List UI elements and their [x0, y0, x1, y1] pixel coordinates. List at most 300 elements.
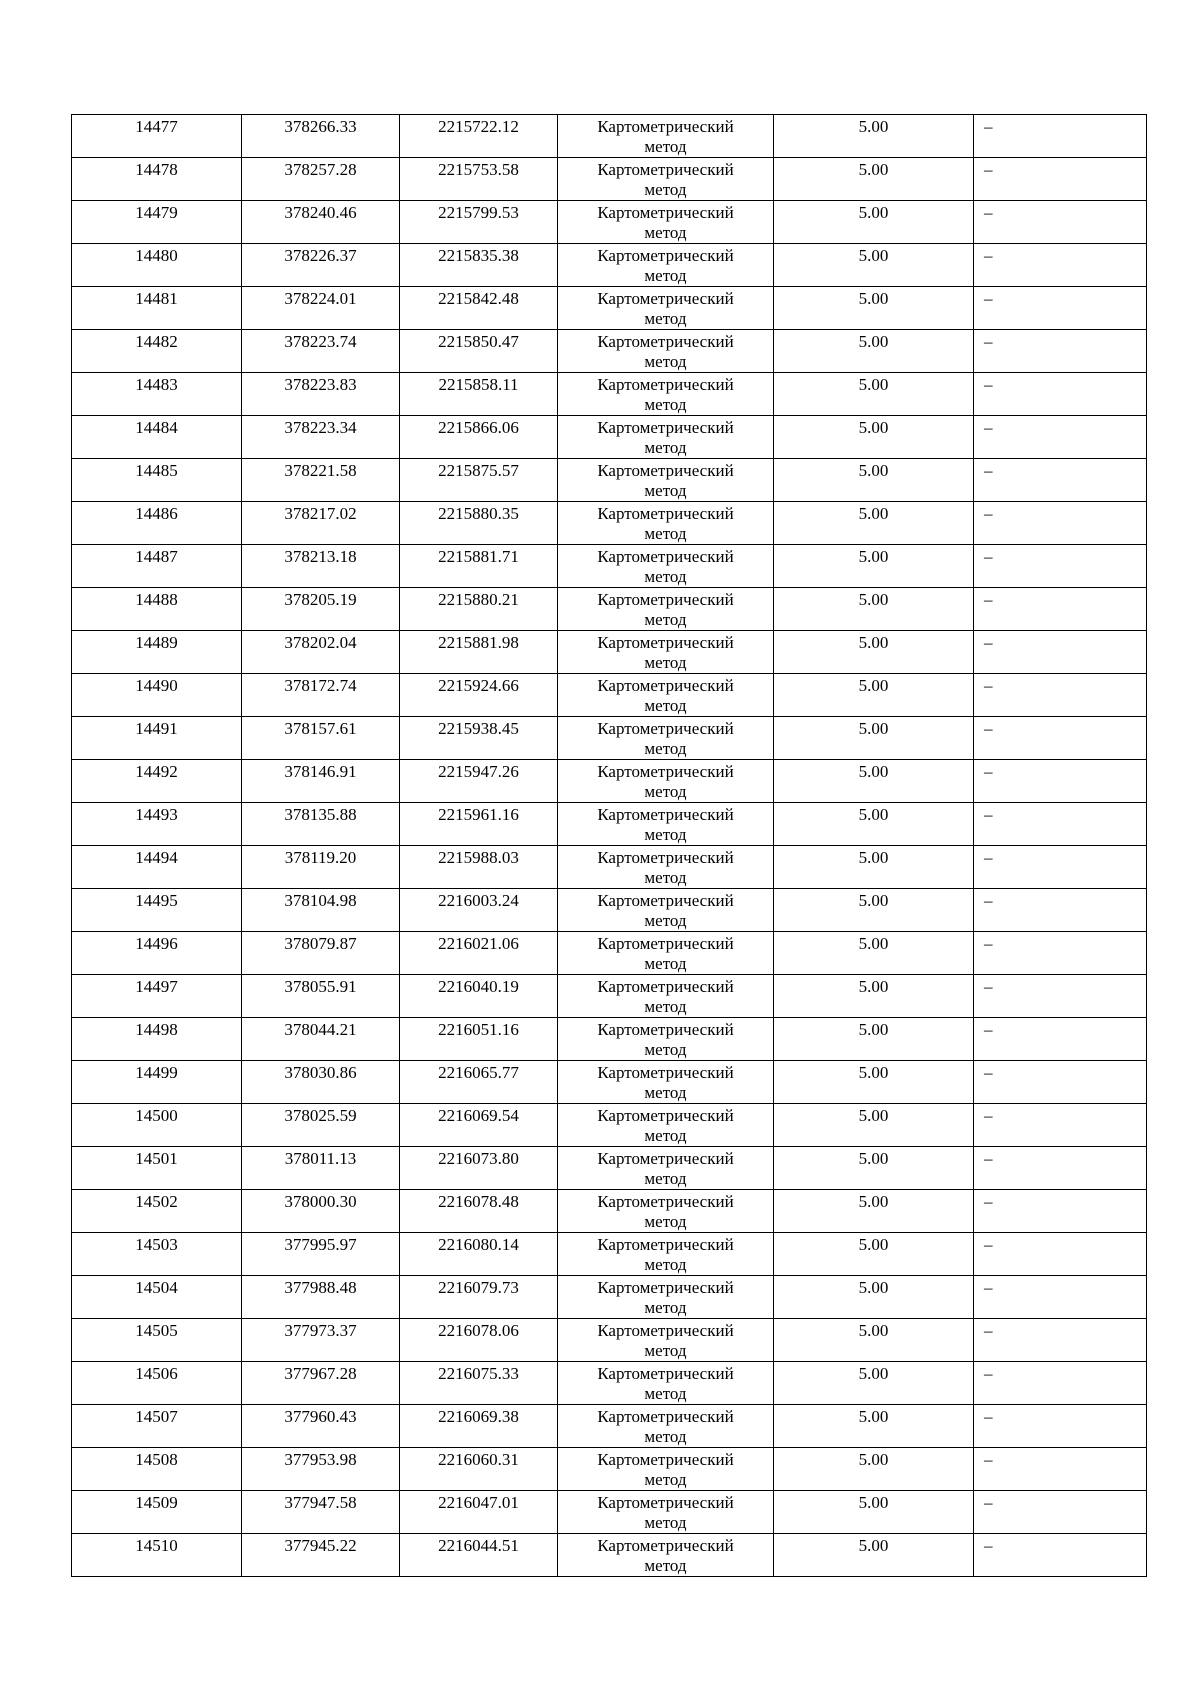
x-coordinate-cell: [242, 287, 400, 330]
note-cell-text: –: [984, 1493, 993, 1512]
accuracy-cell: [774, 1491, 974, 1534]
x-coordinate-cell: [242, 1147, 400, 1190]
method-cell: [558, 1104, 774, 1147]
method-cell-text: Картометрический метод: [597, 1493, 734, 1532]
accuracy-cell-text: 5.00: [858, 504, 889, 523]
method-cell: [558, 846, 774, 889]
accuracy-cell: [774, 975, 974, 1018]
method-cell: [558, 1061, 774, 1104]
method-cell-text: Картометрический метод: [597, 289, 734, 328]
y-coordinate-cell-text: 2216073.80: [438, 1149, 519, 1168]
accuracy-cell: [774, 244, 974, 287]
method-cell-text: Картометрический метод: [597, 1364, 734, 1403]
y-coordinate-cell: [400, 1534, 558, 1577]
note-cell: [974, 1319, 1147, 1362]
table-row: [72, 846, 1147, 889]
method-cell-text: Картометрический метод: [597, 160, 734, 199]
table-row: [72, 158, 1147, 201]
note-cell: [974, 545, 1147, 588]
method-cell: [558, 1190, 774, 1233]
x-coordinate-cell-text: 378224.01: [284, 289, 357, 308]
accuracy-cell-text: 5.00: [858, 848, 889, 867]
x-coordinate-cell-text: 378135.88: [284, 805, 357, 824]
note-cell: [974, 115, 1147, 158]
y-coordinate-cell: [400, 416, 558, 459]
accuracy-cell: [774, 1018, 974, 1061]
table-row: [72, 502, 1147, 545]
y-coordinate-cell: [400, 1104, 558, 1147]
note-cell-text: –: [984, 934, 993, 953]
x-coordinate-cell-text: 378055.91: [284, 977, 357, 996]
point-number-cell: [72, 1534, 242, 1577]
y-coordinate-cell-text: 2216044.51: [438, 1536, 519, 1555]
accuracy-cell: [774, 932, 974, 975]
y-coordinate-cell-text: 2215880.21: [438, 590, 519, 609]
note-cell-text: –: [984, 1192, 993, 1211]
method-cell: [558, 158, 774, 201]
y-coordinate-cell: [400, 545, 558, 588]
x-coordinate-cell: [242, 459, 400, 502]
accuracy-cell-text: 5.00: [858, 1063, 889, 1082]
x-coordinate-cell: [242, 1319, 400, 1362]
point-number-cell: [72, 1233, 242, 1276]
x-coordinate-cell: [242, 1534, 400, 1577]
note-cell-text: –: [984, 1364, 993, 1383]
point-number-cell-text: 14484: [135, 418, 178, 437]
accuracy-cell-text: 5.00: [858, 246, 889, 265]
table-row: [72, 631, 1147, 674]
x-coordinate-cell-text: 378030.86: [284, 1063, 357, 1082]
x-coordinate-cell: [242, 1061, 400, 1104]
accuracy-cell-text: 5.00: [858, 762, 889, 781]
point-number-cell: [72, 158, 242, 201]
y-coordinate-cell: [400, 502, 558, 545]
accuracy-cell: [774, 416, 974, 459]
accuracy-cell: [774, 1104, 974, 1147]
point-number-cell-text: 14483: [135, 375, 178, 394]
method-cell: [558, 631, 774, 674]
point-number-cell-text: 14493: [135, 805, 178, 824]
method-cell-text: Картометрический метод: [597, 633, 734, 672]
x-coordinate-cell: [242, 975, 400, 1018]
point-number-cell-text: 14509: [135, 1493, 178, 1512]
note-cell: [974, 287, 1147, 330]
x-coordinate-cell: [242, 158, 400, 201]
method-cell-text: Картометрический метод: [597, 1192, 734, 1231]
accuracy-cell-text: 5.00: [858, 977, 889, 996]
x-coordinate-cell: [242, 545, 400, 588]
y-coordinate-cell: [400, 1362, 558, 1405]
x-coordinate-cell: [242, 1276, 400, 1319]
x-coordinate-cell: [242, 932, 400, 975]
y-coordinate-cell: [400, 717, 558, 760]
accuracy-cell: [774, 1448, 974, 1491]
accuracy-cell: [774, 889, 974, 932]
accuracy-cell-text: 5.00: [858, 461, 889, 480]
y-coordinate-cell: [400, 932, 558, 975]
note-cell: [974, 244, 1147, 287]
table-row: [72, 1104, 1147, 1147]
x-coordinate-cell: [242, 717, 400, 760]
x-coordinate-cell: [242, 760, 400, 803]
method-cell-text: Картометрический метод: [597, 461, 734, 500]
accuracy-cell: [774, 1190, 974, 1233]
method-cell: [558, 287, 774, 330]
accuracy-cell: [774, 373, 974, 416]
note-cell-text: –: [984, 1407, 993, 1426]
table-row: [72, 287, 1147, 330]
y-coordinate-cell: [400, 115, 558, 158]
accuracy-cell-text: 5.00: [858, 160, 889, 179]
table-row: [72, 330, 1147, 373]
x-coordinate-cell-text: 378079.87: [284, 934, 357, 953]
method-cell: [558, 1491, 774, 1534]
accuracy-cell-text: 5.00: [858, 1321, 889, 1340]
x-coordinate-cell: [242, 244, 400, 287]
method-cell: [558, 1147, 774, 1190]
method-cell: [558, 1276, 774, 1319]
y-coordinate-cell: [400, 201, 558, 244]
method-cell: [558, 932, 774, 975]
x-coordinate-cell-text: 377953.98: [284, 1450, 357, 1469]
method-cell: [558, 1233, 774, 1276]
y-coordinate-cell-text: 2216079.73: [438, 1278, 519, 1297]
note-cell: [974, 674, 1147, 717]
point-number-cell-text: 14477: [135, 117, 178, 136]
y-coordinate-cell-text: 2216003.24: [438, 891, 519, 910]
x-coordinate-cell: [242, 631, 400, 674]
note-cell: [974, 1362, 1147, 1405]
accuracy-cell-text: 5.00: [858, 418, 889, 437]
method-cell-text: Картометрический метод: [597, 1321, 734, 1360]
x-coordinate-cell: [242, 1448, 400, 1491]
method-cell: [558, 244, 774, 287]
y-coordinate-cell-text: 2216069.54: [438, 1106, 519, 1125]
note-cell-text: –: [984, 1106, 993, 1125]
point-number-cell: [72, 932, 242, 975]
note-cell: [974, 717, 1147, 760]
accuracy-cell-text: 5.00: [858, 805, 889, 824]
x-coordinate-cell-text: 378217.02: [284, 504, 357, 523]
method-cell-text: Картометрический метод: [597, 1149, 734, 1188]
point-number-cell-text: 14505: [135, 1321, 178, 1340]
note-cell-text: –: [984, 289, 993, 308]
method-cell-text: Картометрический метод: [597, 203, 734, 242]
point-number-cell: [72, 1190, 242, 1233]
note-cell-text: –: [984, 504, 993, 523]
method-cell: [558, 760, 774, 803]
point-number-cell-text: 14506: [135, 1364, 178, 1383]
point-number-cell: [72, 115, 242, 158]
note-cell: [974, 201, 1147, 244]
note-cell-text: –: [984, 203, 993, 222]
x-coordinate-cell-text: 378213.18: [284, 547, 357, 566]
accuracy-cell: [774, 674, 974, 717]
x-coordinate-cell: [242, 1233, 400, 1276]
x-coordinate-cell-text: 377945.22: [284, 1536, 357, 1555]
accuracy-cell: [774, 631, 974, 674]
note-cell: [974, 803, 1147, 846]
x-coordinate-cell-text: 378146.91: [284, 762, 357, 781]
y-coordinate-cell-text: 2215881.71: [438, 547, 519, 566]
method-cell-text: Картометрический метод: [597, 1450, 734, 1489]
point-number-cell: [72, 631, 242, 674]
y-coordinate-cell-text: 2216047.01: [438, 1493, 519, 1512]
note-cell: [974, 1448, 1147, 1491]
x-coordinate-cell-text: 378202.04: [284, 633, 357, 652]
note-cell: [974, 889, 1147, 932]
accuracy-cell: [774, 588, 974, 631]
point-number-cell-text: 14478: [135, 160, 178, 179]
x-coordinate-cell-text: 378000.30: [284, 1192, 357, 1211]
note-cell: [974, 760, 1147, 803]
accuracy-cell-text: 5.00: [858, 1536, 889, 1555]
y-coordinate-cell-text: 2216051.16: [438, 1020, 519, 1039]
method-cell-text: Картометрический метод: [597, 1020, 734, 1059]
accuracy-cell: [774, 545, 974, 588]
x-coordinate-cell: [242, 1104, 400, 1147]
table-row: [72, 459, 1147, 502]
accuracy-cell: [774, 1061, 974, 1104]
accuracy-cell: [774, 459, 974, 502]
x-coordinate-cell-text: 377995.97: [284, 1235, 357, 1254]
note-cell-text: –: [984, 676, 993, 695]
point-number-cell: [72, 803, 242, 846]
x-coordinate-cell-text: 378223.34: [284, 418, 357, 437]
note-cell-text: –: [984, 1321, 993, 1340]
y-coordinate-cell: [400, 1276, 558, 1319]
point-number-cell-text: 14507: [135, 1407, 178, 1426]
y-coordinate-cell-text: 2215938.45: [438, 719, 519, 738]
x-coordinate-cell-text: 378205.19: [284, 590, 357, 609]
accuracy-cell: [774, 846, 974, 889]
y-coordinate-cell-text: 2215722.12: [438, 117, 519, 136]
point-number-cell-text: 14480: [135, 246, 178, 265]
note-cell: [974, 846, 1147, 889]
method-cell: [558, 201, 774, 244]
point-number-cell: [72, 416, 242, 459]
point-number-cell: [72, 1061, 242, 1104]
method-cell-text: Картометрический метод: [597, 934, 734, 973]
point-number-cell: [72, 760, 242, 803]
method-cell: [558, 459, 774, 502]
point-number-cell: [72, 674, 242, 717]
x-coordinate-cell-text: 378119.20: [284, 848, 357, 867]
note-cell-text: –: [984, 633, 993, 652]
method-cell: [558, 674, 774, 717]
accuracy-cell: [774, 1405, 974, 1448]
point-number-cell-text: 14504: [135, 1278, 178, 1297]
method-cell-text: Картометрический метод: [597, 977, 734, 1016]
coordinates-table: [71, 114, 1147, 1577]
accuracy-cell-text: 5.00: [858, 891, 889, 910]
accuracy-cell-text: 5.00: [858, 1407, 889, 1426]
y-coordinate-cell: [400, 373, 558, 416]
point-number-cell-text: 14482: [135, 332, 178, 351]
x-coordinate-cell: [242, 1190, 400, 1233]
x-coordinate-cell-text: 378044.21: [284, 1020, 357, 1039]
method-cell: [558, 803, 774, 846]
point-number-cell-text: 14500: [135, 1106, 178, 1125]
method-cell-text: Картометрический метод: [597, 1106, 734, 1145]
note-cell: [974, 1491, 1147, 1534]
note-cell: [974, 373, 1147, 416]
accuracy-cell-text: 5.00: [858, 203, 889, 222]
point-number-cell: [72, 201, 242, 244]
note-cell: [974, 416, 1147, 459]
method-cell: [558, 1319, 774, 1362]
y-coordinate-cell-text: 2215799.53: [438, 203, 519, 222]
y-coordinate-cell-text: 2216065.77: [438, 1063, 519, 1082]
y-coordinate-cell: [400, 1233, 558, 1276]
y-coordinate-cell-text: 2215961.16: [438, 805, 519, 824]
note-cell-text: –: [984, 719, 993, 738]
point-number-cell: [72, 975, 242, 1018]
y-coordinate-cell: [400, 1491, 558, 1534]
y-coordinate-cell: [400, 1018, 558, 1061]
note-cell-text: –: [984, 805, 993, 824]
point-number-cell-text: 14485: [135, 461, 178, 480]
y-coordinate-cell-text: 2215924.66: [438, 676, 519, 695]
accuracy-cell: [774, 1233, 974, 1276]
x-coordinate-cell-text: 377988.48: [284, 1278, 357, 1297]
point-number-cell: [72, 889, 242, 932]
note-cell: [974, 1018, 1147, 1061]
note-cell: [974, 1104, 1147, 1147]
method-cell-text: Картометрический метод: [597, 762, 734, 801]
point-number-cell-text: 14501: [135, 1149, 178, 1168]
method-cell-text: Картометрический метод: [597, 676, 734, 715]
y-coordinate-cell-text: 2216021.06: [438, 934, 519, 953]
x-coordinate-cell: [242, 846, 400, 889]
method-cell: [558, 330, 774, 373]
accuracy-cell: [774, 1319, 974, 1362]
note-cell-text: –: [984, 332, 993, 351]
y-coordinate-cell-text: 2216080.14: [438, 1235, 519, 1254]
x-coordinate-cell-text: 378011.13: [284, 1149, 357, 1168]
table-row: [72, 932, 1147, 975]
x-coordinate-cell: [242, 1362, 400, 1405]
note-cell: [974, 330, 1147, 373]
y-coordinate-cell-text: 2216078.06: [438, 1321, 519, 1340]
y-coordinate-cell: [400, 803, 558, 846]
table-row: [72, 1276, 1147, 1319]
accuracy-cell-text: 5.00: [858, 332, 889, 351]
table-row: [72, 1362, 1147, 1405]
point-number-cell-text: 14496: [135, 934, 178, 953]
note-cell: [974, 502, 1147, 545]
note-cell-text: –: [984, 117, 993, 136]
note-cell-text: –: [984, 375, 993, 394]
y-coordinate-cell: [400, 674, 558, 717]
note-cell-text: –: [984, 246, 993, 265]
method-cell-text: Картометрический метод: [597, 1278, 734, 1317]
method-cell-text: Картометрический метод: [597, 1536, 734, 1575]
accuracy-cell: [774, 760, 974, 803]
x-coordinate-cell-text: 378223.74: [284, 332, 357, 351]
accuracy-cell-text: 5.00: [858, 633, 889, 652]
y-coordinate-cell-text: 2215850.47: [438, 332, 519, 351]
point-number-cell: [72, 1319, 242, 1362]
method-cell: [558, 373, 774, 416]
point-number-cell: [72, 1491, 242, 1534]
y-coordinate-cell-text: 2215880.35: [438, 504, 519, 523]
note-cell-text: –: [984, 1278, 993, 1297]
accuracy-cell: [774, 330, 974, 373]
table-row: [72, 244, 1147, 287]
point-number-cell-text: 14502: [135, 1192, 178, 1211]
note-cell: [974, 158, 1147, 201]
y-coordinate-cell: [400, 1147, 558, 1190]
note-cell: [974, 1405, 1147, 1448]
note-cell: [974, 1190, 1147, 1233]
note-cell-text: –: [984, 1063, 993, 1082]
point-number-cell: [72, 1362, 242, 1405]
x-coordinate-cell-text: 378266.33: [284, 117, 357, 136]
table-row: [72, 1405, 1147, 1448]
note-cell: [974, 1147, 1147, 1190]
method-cell: [558, 1534, 774, 1577]
y-coordinate-cell-text: 2216078.48: [438, 1192, 519, 1211]
note-cell-text: –: [984, 160, 993, 179]
accuracy-cell: [774, 1276, 974, 1319]
y-coordinate-cell: [400, 1190, 558, 1233]
note-cell: [974, 1233, 1147, 1276]
accuracy-cell-text: 5.00: [858, 590, 889, 609]
x-coordinate-cell: [242, 1018, 400, 1061]
x-coordinate-cell-text: 378025.59: [284, 1106, 357, 1125]
point-number-cell-text: 14498: [135, 1020, 178, 1039]
note-cell-text: –: [984, 547, 993, 566]
x-coordinate-cell-text: 377967.28: [284, 1364, 357, 1383]
point-number-cell: [72, 244, 242, 287]
x-coordinate-cell: [242, 1405, 400, 1448]
point-number-cell-text: 14487: [135, 547, 178, 566]
x-coordinate-cell: [242, 889, 400, 932]
accuracy-cell: [774, 158, 974, 201]
point-number-cell-text: 14479: [135, 203, 178, 222]
y-coordinate-cell: [400, 1405, 558, 1448]
note-cell: [974, 631, 1147, 674]
note-cell: [974, 975, 1147, 1018]
note-cell: [974, 588, 1147, 631]
accuracy-cell-text: 5.00: [858, 1278, 889, 1297]
accuracy-cell-text: 5.00: [858, 547, 889, 566]
y-coordinate-cell: [400, 330, 558, 373]
x-coordinate-cell-text: 377973.37: [284, 1321, 357, 1340]
accuracy-cell: [774, 717, 974, 760]
method-cell-text: Картометрический метод: [597, 418, 734, 457]
y-coordinate-cell-text: 2216060.31: [438, 1450, 519, 1469]
accuracy-cell-text: 5.00: [858, 1192, 889, 1211]
x-coordinate-cell: [242, 803, 400, 846]
x-coordinate-cell: [242, 502, 400, 545]
y-coordinate-cell-text: 2215875.57: [438, 461, 519, 480]
method-cell-text: Картометрический метод: [597, 805, 734, 844]
point-number-cell-text: 14481: [135, 289, 178, 308]
point-number-cell-text: 14489: [135, 633, 178, 652]
accuracy-cell: [774, 1362, 974, 1405]
method-cell: [558, 975, 774, 1018]
method-cell-text: Картометрический метод: [597, 1063, 734, 1102]
note-cell: [974, 1276, 1147, 1319]
table-row: [72, 889, 1147, 932]
accuracy-cell: [774, 1147, 974, 1190]
accuracy-cell-text: 5.00: [858, 117, 889, 136]
x-coordinate-cell-text: 378257.28: [284, 160, 357, 179]
y-coordinate-cell: [400, 760, 558, 803]
point-number-cell-text: 14492: [135, 762, 178, 781]
